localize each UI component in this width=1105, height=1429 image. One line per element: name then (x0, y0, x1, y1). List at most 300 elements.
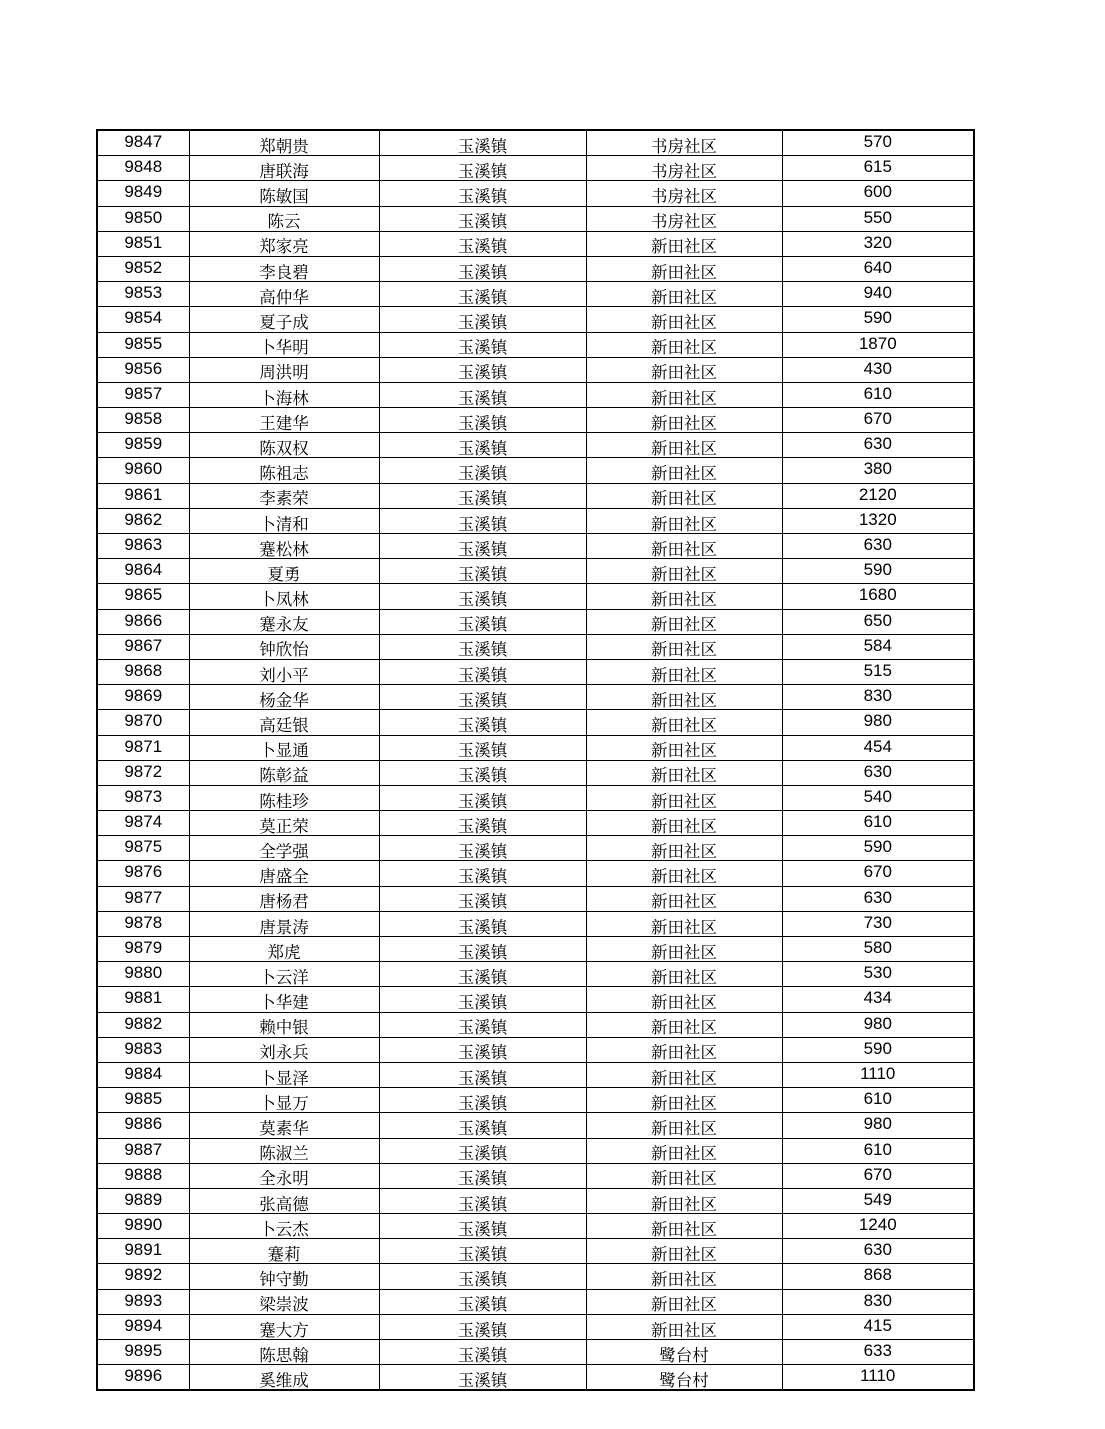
row-number-cell: 9870 (97, 710, 189, 735)
community-cell: 新田社区 (586, 634, 782, 659)
row-number-cell: 9874 (97, 811, 189, 836)
town-cell: 玉溪镇 (379, 760, 586, 785)
name-cell: 陈思翰 (189, 1340, 379, 1365)
town-cell: 玉溪镇 (379, 181, 586, 206)
table-row (97, 1138, 974, 1163)
name-cell: 陈桂珍 (189, 785, 379, 810)
table-row (97, 811, 974, 836)
community-cell: 新田社区 (586, 962, 782, 987)
community-cell: 新田社区 (586, 1188, 782, 1213)
amount-cell: 630 (782, 534, 974, 559)
amount-cell: 600 (782, 181, 974, 206)
row-number-cell: 9893 (97, 1289, 189, 1314)
town-cell: 玉溪镇 (379, 483, 586, 508)
name-cell: 李素荣 (189, 483, 379, 508)
amount-cell: 550 (782, 206, 974, 231)
row-number-cell: 9873 (97, 785, 189, 810)
community-cell: 新田社区 (586, 785, 782, 810)
town-cell: 玉溪镇 (379, 1163, 586, 1188)
community-cell: 书房社区 (586, 130, 782, 156)
community-cell: 新田社区 (586, 382, 782, 407)
table-row (97, 836, 974, 861)
amount-cell: 570 (782, 130, 974, 156)
community-cell: 新田社区 (586, 1012, 782, 1037)
amount-cell: 610 (782, 1088, 974, 1113)
town-cell: 玉溪镇 (379, 861, 586, 886)
table-row (97, 1037, 974, 1062)
town-cell: 玉溪镇 (379, 156, 586, 181)
amount-cell: 940 (782, 282, 974, 307)
community-cell: 新田社区 (586, 408, 782, 433)
town-cell: 玉溪镇 (379, 1340, 586, 1365)
table-row (97, 206, 974, 231)
town-cell: 玉溪镇 (379, 811, 586, 836)
community-cell: 新田社区 (586, 760, 782, 785)
amount-cell: 830 (782, 685, 974, 710)
table-row (97, 1289, 974, 1314)
community-cell: 新田社区 (586, 811, 782, 836)
name-cell: 钟欣怡 (189, 634, 379, 659)
town-cell: 玉溪镇 (379, 659, 586, 684)
community-cell: 新田社区 (586, 534, 782, 559)
community-cell: 新田社区 (586, 282, 782, 307)
community-cell: 新田社区 (586, 937, 782, 962)
row-number-cell: 9854 (97, 307, 189, 332)
amount-cell: 530 (782, 962, 974, 987)
name-cell: 陈祖志 (189, 458, 379, 483)
town-cell: 玉溪镇 (379, 1314, 586, 1339)
community-cell: 新田社区 (586, 433, 782, 458)
row-number-cell: 9865 (97, 584, 189, 609)
town-cell: 玉溪镇 (379, 231, 586, 256)
name-cell: 全学强 (189, 836, 379, 861)
amount-cell: 610 (782, 382, 974, 407)
row-number-cell: 9879 (97, 937, 189, 962)
row-number-cell: 9895 (97, 1340, 189, 1365)
table-body (97, 130, 974, 1390)
community-cell: 新田社区 (586, 559, 782, 584)
row-number-cell: 9857 (97, 382, 189, 407)
name-cell: 卜云杰 (189, 1214, 379, 1239)
amount-cell: 415 (782, 1314, 974, 1339)
row-number-cell: 9858 (97, 408, 189, 433)
row-number-cell: 9867 (97, 634, 189, 659)
amount-cell: 630 (782, 886, 974, 911)
table-row (97, 382, 974, 407)
amount-cell: 454 (782, 735, 974, 760)
table-row (97, 483, 974, 508)
community-cell: 鹭台村 (586, 1340, 782, 1365)
table-row (97, 1264, 974, 1289)
town-cell: 玉溪镇 (379, 836, 586, 861)
table-row (97, 1062, 974, 1087)
amount-cell: 320 (782, 231, 974, 256)
table-row (97, 659, 974, 684)
table-row (97, 1012, 974, 1037)
community-cell: 新田社区 (586, 1264, 782, 1289)
table-row (97, 760, 974, 785)
table-row (97, 231, 974, 256)
row-number-cell: 9847 (97, 130, 189, 156)
table-row (97, 332, 974, 357)
table-row (97, 130, 974, 156)
name-cell: 唐杨君 (189, 886, 379, 911)
town-cell: 玉溪镇 (379, 206, 586, 231)
town-cell: 玉溪镇 (379, 130, 586, 156)
town-cell: 玉溪镇 (379, 584, 586, 609)
name-cell: 卜云洋 (189, 962, 379, 987)
town-cell: 玉溪镇 (379, 634, 586, 659)
amount-cell: 1870 (782, 332, 974, 357)
row-number-cell: 9886 (97, 1113, 189, 1138)
town-cell: 玉溪镇 (379, 307, 586, 332)
town-cell: 玉溪镇 (379, 534, 586, 559)
amount-cell: 640 (782, 256, 974, 281)
table-row (97, 710, 974, 735)
town-cell: 玉溪镇 (379, 1113, 586, 1138)
community-cell: 新田社区 (586, 231, 782, 256)
table-row (97, 861, 974, 886)
town-cell: 玉溪镇 (379, 609, 586, 634)
table-row (97, 886, 974, 911)
row-number-cell: 9855 (97, 332, 189, 357)
row-number-cell: 9863 (97, 534, 189, 559)
row-number-cell: 9852 (97, 256, 189, 281)
name-cell: 高廷银 (189, 710, 379, 735)
town-cell: 玉溪镇 (379, 1188, 586, 1213)
amount-cell: 434 (782, 987, 974, 1012)
row-number-cell: 9862 (97, 508, 189, 533)
name-cell: 刘小平 (189, 659, 379, 684)
amount-cell: 1110 (782, 1365, 974, 1391)
name-cell: 陈淑兰 (189, 1138, 379, 1163)
town-cell: 玉溪镇 (379, 1264, 586, 1289)
row-number-cell: 9848 (97, 156, 189, 181)
amount-cell: 630 (782, 433, 974, 458)
table-row (97, 609, 974, 634)
name-cell: 陈云 (189, 206, 379, 231)
row-number-cell: 9869 (97, 685, 189, 710)
amount-cell: 610 (782, 1138, 974, 1163)
table-row (97, 937, 974, 962)
row-number-cell: 9877 (97, 886, 189, 911)
name-cell: 夏子成 (189, 307, 379, 332)
row-number-cell: 9866 (97, 609, 189, 634)
table-row (97, 911, 974, 936)
table-row (97, 534, 974, 559)
name-cell: 卜华建 (189, 987, 379, 1012)
row-number-cell: 9881 (97, 987, 189, 1012)
row-number-cell: 9888 (97, 1163, 189, 1188)
town-cell: 玉溪镇 (379, 1088, 586, 1113)
community-cell: 新田社区 (586, 609, 782, 634)
name-cell: 郑朝贵 (189, 130, 379, 156)
amount-cell: 1110 (782, 1062, 974, 1087)
row-number-cell: 9864 (97, 559, 189, 584)
name-cell: 夏勇 (189, 559, 379, 584)
table-row (97, 685, 974, 710)
name-cell: 郑虎 (189, 937, 379, 962)
row-number-cell: 9883 (97, 1037, 189, 1062)
town-cell: 玉溪镇 (379, 1037, 586, 1062)
amount-cell: 430 (782, 357, 974, 382)
amount-cell: 590 (782, 1037, 974, 1062)
town-cell: 玉溪镇 (379, 1062, 586, 1087)
community-cell: 鹭台村 (586, 1365, 782, 1391)
table-row (97, 156, 974, 181)
row-number-cell: 9875 (97, 836, 189, 861)
town-cell: 玉溪镇 (379, 508, 586, 533)
row-number-cell: 9894 (97, 1314, 189, 1339)
name-cell: 卜清和 (189, 508, 379, 533)
name-cell: 蹇松林 (189, 534, 379, 559)
row-number-cell: 9872 (97, 760, 189, 785)
community-cell: 新田社区 (586, 987, 782, 1012)
community-cell: 新田社区 (586, 886, 782, 911)
town-cell: 玉溪镇 (379, 785, 586, 810)
community-cell: 新田社区 (586, 357, 782, 382)
row-number-cell: 9878 (97, 911, 189, 936)
table-row (97, 307, 974, 332)
town-cell: 玉溪镇 (379, 1214, 586, 1239)
town-cell: 玉溪镇 (379, 1012, 586, 1037)
town-cell: 玉溪镇 (379, 886, 586, 911)
town-cell: 玉溪镇 (379, 559, 586, 584)
name-cell: 蹇莉 (189, 1239, 379, 1264)
row-number-cell: 9882 (97, 1012, 189, 1037)
name-cell: 全永明 (189, 1163, 379, 1188)
town-cell: 玉溪镇 (379, 357, 586, 382)
amount-cell: 549 (782, 1188, 974, 1213)
row-number-cell: 9880 (97, 962, 189, 987)
table-row (97, 256, 974, 281)
community-cell: 新田社区 (586, 1062, 782, 1087)
name-cell: 卜海林 (189, 382, 379, 407)
amount-cell: 630 (782, 1239, 974, 1264)
amount-cell: 2120 (782, 483, 974, 508)
community-cell: 新田社区 (586, 1239, 782, 1264)
amount-cell: 580 (782, 937, 974, 962)
town-cell: 玉溪镇 (379, 710, 586, 735)
table-row (97, 1239, 974, 1264)
amount-cell: 515 (782, 659, 974, 684)
amount-cell: 540 (782, 785, 974, 810)
amount-cell: 830 (782, 1289, 974, 1314)
community-cell: 新田社区 (586, 836, 782, 861)
town-cell: 玉溪镇 (379, 458, 586, 483)
amount-cell: 590 (782, 307, 974, 332)
town-cell: 玉溪镇 (379, 1289, 586, 1314)
table-row (97, 408, 974, 433)
amount-cell: 980 (782, 1113, 974, 1138)
row-number-cell: 9885 (97, 1088, 189, 1113)
amount-cell: 380 (782, 458, 974, 483)
town-cell: 玉溪镇 (379, 1239, 586, 1264)
table-row (97, 433, 974, 458)
name-cell: 卜显万 (189, 1088, 379, 1113)
community-cell: 新田社区 (586, 307, 782, 332)
row-number-cell: 9896 (97, 1365, 189, 1391)
town-cell: 玉溪镇 (379, 911, 586, 936)
town-cell: 玉溪镇 (379, 1138, 586, 1163)
name-cell: 刘永兵 (189, 1037, 379, 1062)
row-number-cell: 9891 (97, 1239, 189, 1264)
name-cell: 唐景涛 (189, 911, 379, 936)
amount-cell: 980 (782, 1012, 974, 1037)
table-row (97, 559, 974, 584)
town-cell: 玉溪镇 (379, 332, 586, 357)
name-cell: 陈敏国 (189, 181, 379, 206)
community-cell: 书房社区 (586, 206, 782, 231)
name-cell: 赖中银 (189, 1012, 379, 1037)
amount-cell: 610 (782, 811, 974, 836)
amount-cell: 650 (782, 609, 974, 634)
amount-cell: 670 (782, 861, 974, 886)
table-row (97, 508, 974, 533)
amount-cell: 1680 (782, 584, 974, 609)
community-cell: 新田社区 (586, 685, 782, 710)
row-number-cell: 9884 (97, 1062, 189, 1087)
amount-cell: 590 (782, 836, 974, 861)
name-cell: 唐盛全 (189, 861, 379, 886)
community-cell: 新田社区 (586, 1214, 782, 1239)
community-cell: 新田社区 (586, 332, 782, 357)
town-cell: 玉溪镇 (379, 382, 586, 407)
table-row (97, 458, 974, 483)
town-cell: 玉溪镇 (379, 735, 586, 760)
row-number-cell: 9890 (97, 1214, 189, 1239)
community-cell: 新田社区 (586, 1037, 782, 1062)
name-cell: 卜显泽 (189, 1062, 379, 1087)
table-row (97, 282, 974, 307)
town-cell: 玉溪镇 (379, 1365, 586, 1391)
row-number-cell: 9853 (97, 282, 189, 307)
table-row (97, 634, 974, 659)
table-row (97, 987, 974, 1012)
town-cell: 玉溪镇 (379, 685, 586, 710)
name-cell: 张高德 (189, 1188, 379, 1213)
amount-cell: 584 (782, 634, 974, 659)
row-number-cell: 9856 (97, 357, 189, 382)
town-cell: 玉溪镇 (379, 282, 586, 307)
name-cell: 陈双权 (189, 433, 379, 458)
row-number-cell: 9871 (97, 735, 189, 760)
row-number-cell: 9861 (97, 483, 189, 508)
community-cell: 新田社区 (586, 1314, 782, 1339)
name-cell: 蹇永友 (189, 609, 379, 634)
table-row (97, 181, 974, 206)
town-cell: 玉溪镇 (379, 962, 586, 987)
name-cell: 莫正荣 (189, 811, 379, 836)
name-cell: 钟守勤 (189, 1264, 379, 1289)
community-cell: 新田社区 (586, 1289, 782, 1314)
amount-cell: 670 (782, 1163, 974, 1188)
name-cell: 陈彰益 (189, 760, 379, 785)
name-cell: 周洪明 (189, 357, 379, 382)
name-cell: 郑家亮 (189, 231, 379, 256)
row-number-cell: 9868 (97, 659, 189, 684)
amount-cell: 630 (782, 760, 974, 785)
community-cell: 新田社区 (586, 1113, 782, 1138)
amount-cell: 615 (782, 156, 974, 181)
community-cell: 新田社区 (586, 710, 782, 735)
row-number-cell: 9889 (97, 1188, 189, 1213)
community-cell: 新田社区 (586, 584, 782, 609)
table-row (97, 1113, 974, 1138)
name-cell: 卜华明 (189, 332, 379, 357)
community-cell: 新田社区 (586, 483, 782, 508)
data-table (96, 129, 975, 1391)
table-row (97, 1214, 974, 1239)
name-cell: 卜凤林 (189, 584, 379, 609)
amount-cell: 1320 (782, 508, 974, 533)
community-cell: 新田社区 (586, 256, 782, 281)
row-number-cell: 9887 (97, 1138, 189, 1163)
community-cell: 新田社区 (586, 659, 782, 684)
row-number-cell: 9859 (97, 433, 189, 458)
table-row (97, 1365, 974, 1391)
row-number-cell: 9860 (97, 458, 189, 483)
table-row (97, 1188, 974, 1213)
row-number-cell: 9849 (97, 181, 189, 206)
row-number-cell: 9850 (97, 206, 189, 231)
amount-cell: 868 (782, 1264, 974, 1289)
community-cell: 新田社区 (586, 458, 782, 483)
table-row (97, 1314, 974, 1339)
community-cell: 新田社区 (586, 1138, 782, 1163)
name-cell: 蹇大方 (189, 1314, 379, 1339)
row-number-cell: 9876 (97, 861, 189, 886)
name-cell: 莫素华 (189, 1113, 379, 1138)
name-cell: 卜显通 (189, 735, 379, 760)
town-cell: 玉溪镇 (379, 987, 586, 1012)
name-cell: 高仲华 (189, 282, 379, 307)
amount-cell: 1240 (782, 1214, 974, 1239)
table-row (97, 962, 974, 987)
name-cell: 唐联海 (189, 156, 379, 181)
table-row (97, 1340, 974, 1365)
name-cell: 梁崇波 (189, 1289, 379, 1314)
name-cell: 杨金华 (189, 685, 379, 710)
community-cell: 新田社区 (586, 861, 782, 886)
town-cell: 玉溪镇 (379, 433, 586, 458)
community-cell: 新田社区 (586, 911, 782, 936)
table-row (97, 735, 974, 760)
amount-cell: 670 (782, 408, 974, 433)
table-row (97, 584, 974, 609)
community-cell: 新田社区 (586, 1088, 782, 1113)
community-cell: 新田社区 (586, 735, 782, 760)
row-number-cell: 9851 (97, 231, 189, 256)
town-cell: 玉溪镇 (379, 408, 586, 433)
table-row (97, 1163, 974, 1188)
town-cell: 玉溪镇 (379, 937, 586, 962)
community-cell: 书房社区 (586, 181, 782, 206)
table-row (97, 357, 974, 382)
community-cell: 新田社区 (586, 508, 782, 533)
row-number-cell: 9892 (97, 1264, 189, 1289)
table-row (97, 1088, 974, 1113)
town-cell: 玉溪镇 (379, 256, 586, 281)
name-cell: 李良碧 (189, 256, 379, 281)
name-cell: 奚维成 (189, 1365, 379, 1391)
table-row (97, 785, 974, 810)
amount-cell: 980 (782, 710, 974, 735)
community-cell: 书房社区 (586, 156, 782, 181)
name-cell: 王建华 (189, 408, 379, 433)
amount-cell: 633 (782, 1340, 974, 1365)
amount-cell: 730 (782, 911, 974, 936)
